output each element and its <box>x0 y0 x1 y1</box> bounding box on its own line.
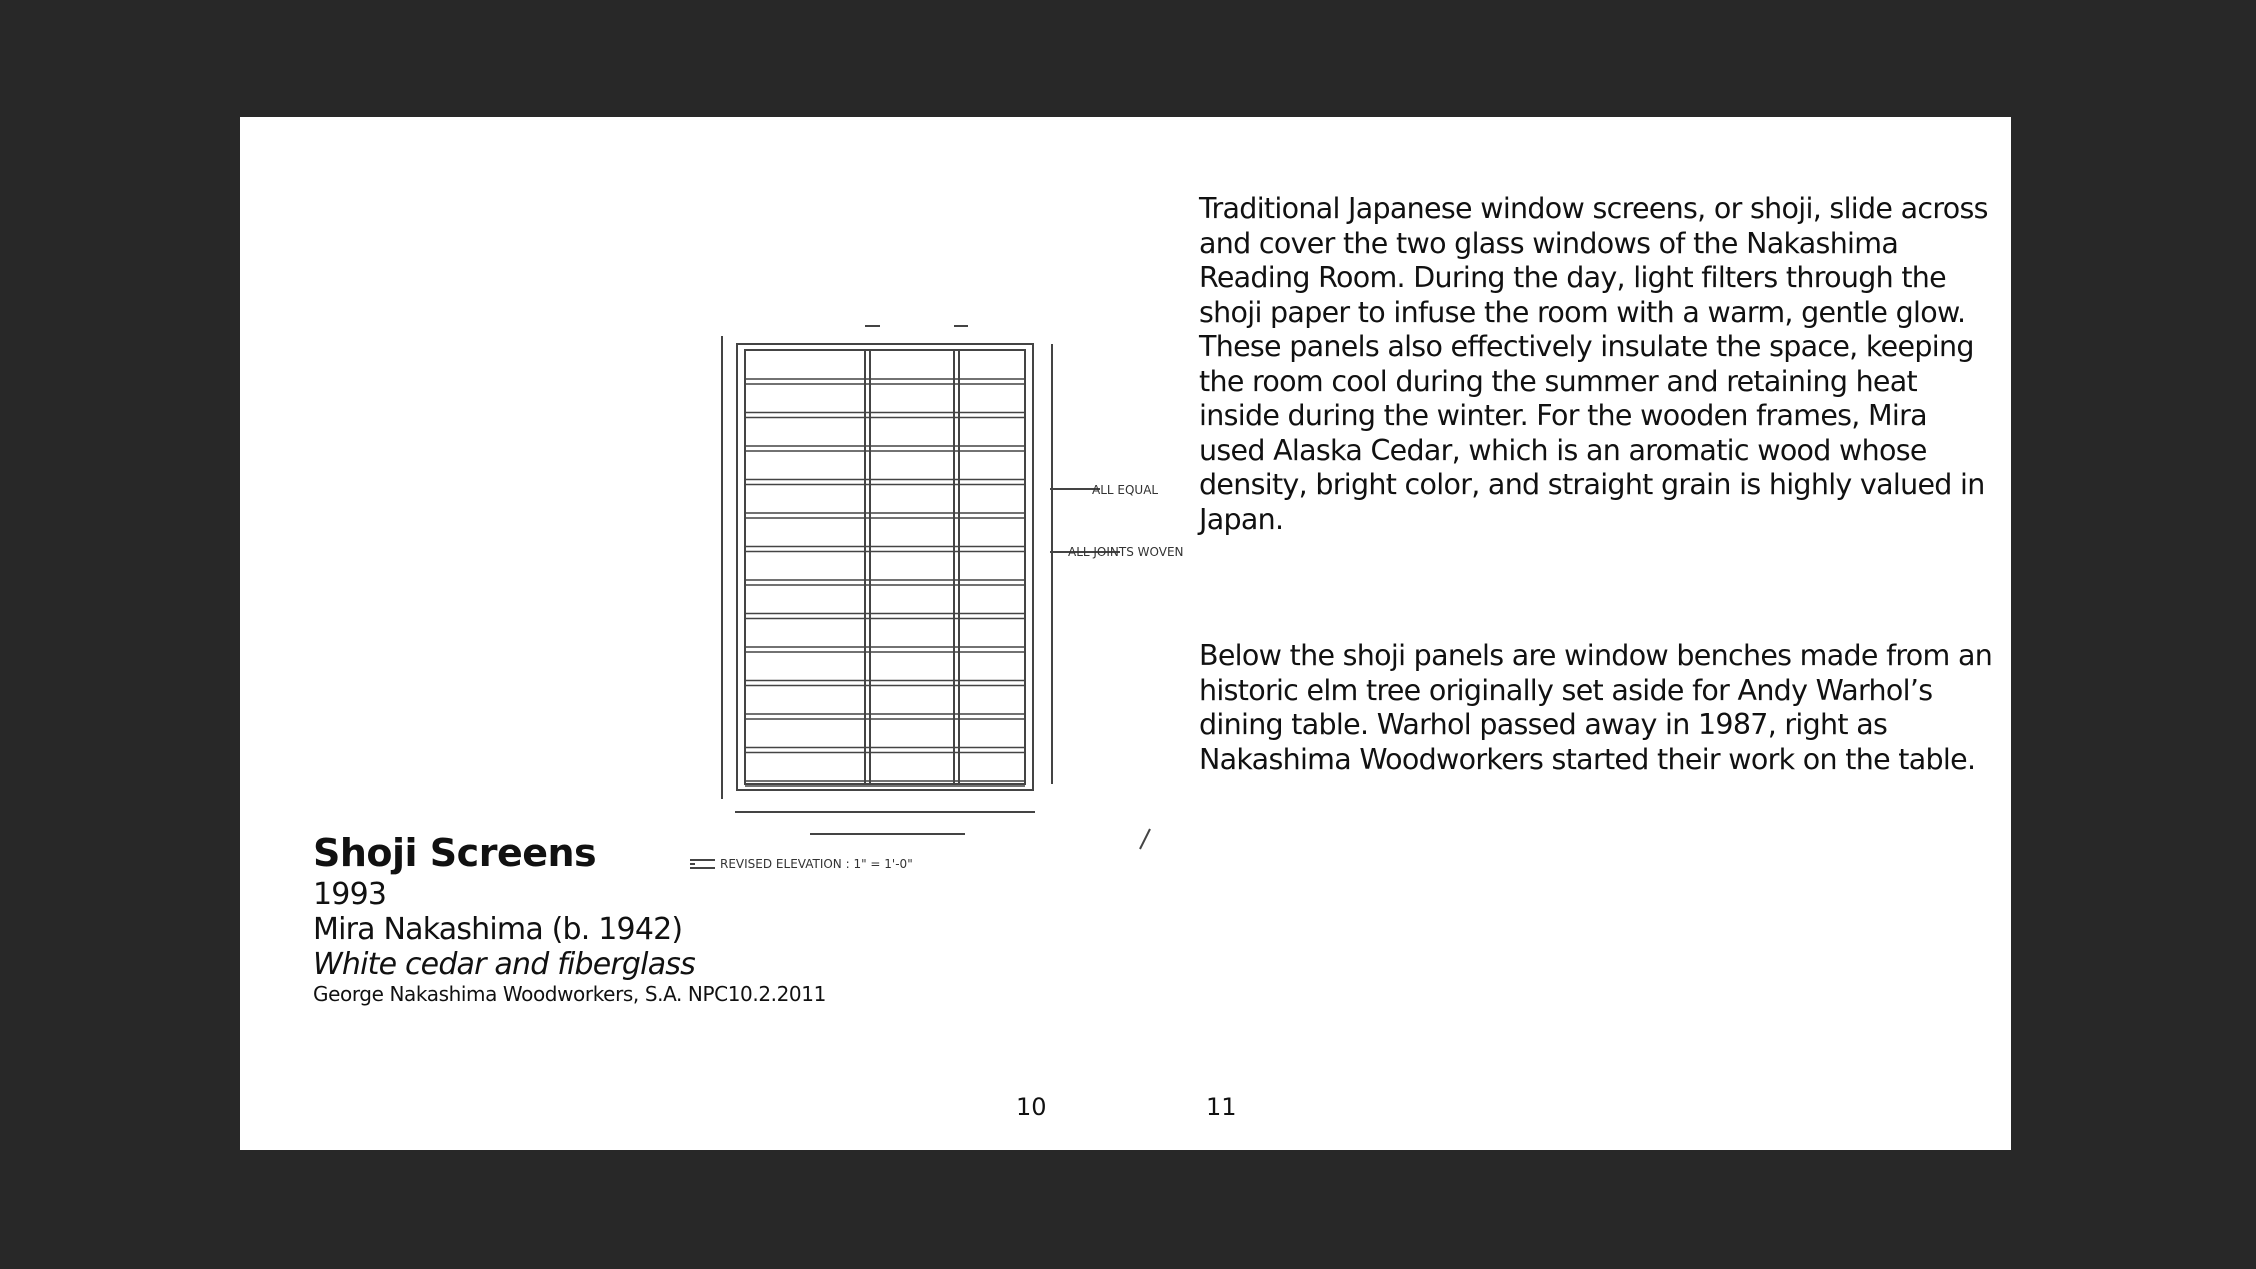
artwork-title: Shoji Screens <box>313 831 597 875</box>
page-number-left: 10 <box>1016 1093 1047 1121</box>
shoji-sketch <box>480 184 1300 924</box>
artwork-credit: George Nakashima Woodworkers, S.A. NPC10.2.2011 <box>313 982 826 1006</box>
artwork-caption <box>313 829 826 1006</box>
equal-note: ALL EQUAL <box>1092 483 1159 497</box>
paragraph-shoji: Traditional Japanese window screens, or shoji, slide across and cover the two glass windows of the Nakashima Reading Room. During the day, light filters through the shoji paper to infuse the room with a warm, gentle glow. These panels also effectively insulate the space, keeping the room cool during the summer and retaining heat inside during the winter. For the wooden frames, Mira used Alaska Cedar, which is an aromatic wood whose density, bright color, and straight grain is highly valued in Japan. <box>1199 192 1988 536</box>
shoji-elevation-drawing <box>480 184 1300 924</box>
joint-note: ALL JOINTS WOVEN <box>1068 545 1184 559</box>
artwork-medium: White cedar and fiberglass <box>313 947 695 982</box>
page-number-right: 11 <box>1206 1093 1237 1121</box>
elevation-note: REVISED ELEVATION : 1" = 1'-0" <box>720 857 913 871</box>
paragraph-benches: Below the shoji panels are window benches made from an historic elm tree originally set aside for Andy Warhol’s dining table. Warhol passed away in 1987, right as Nakashima Woodworkers started their work on the table. <box>1199 639 1993 776</box>
artwork-year: 1993 <box>313 877 387 912</box>
artwork-artist: Mira Nakashima (b. 1942) <box>313 912 683 947</box>
book-spread <box>240 117 2011 1150</box>
